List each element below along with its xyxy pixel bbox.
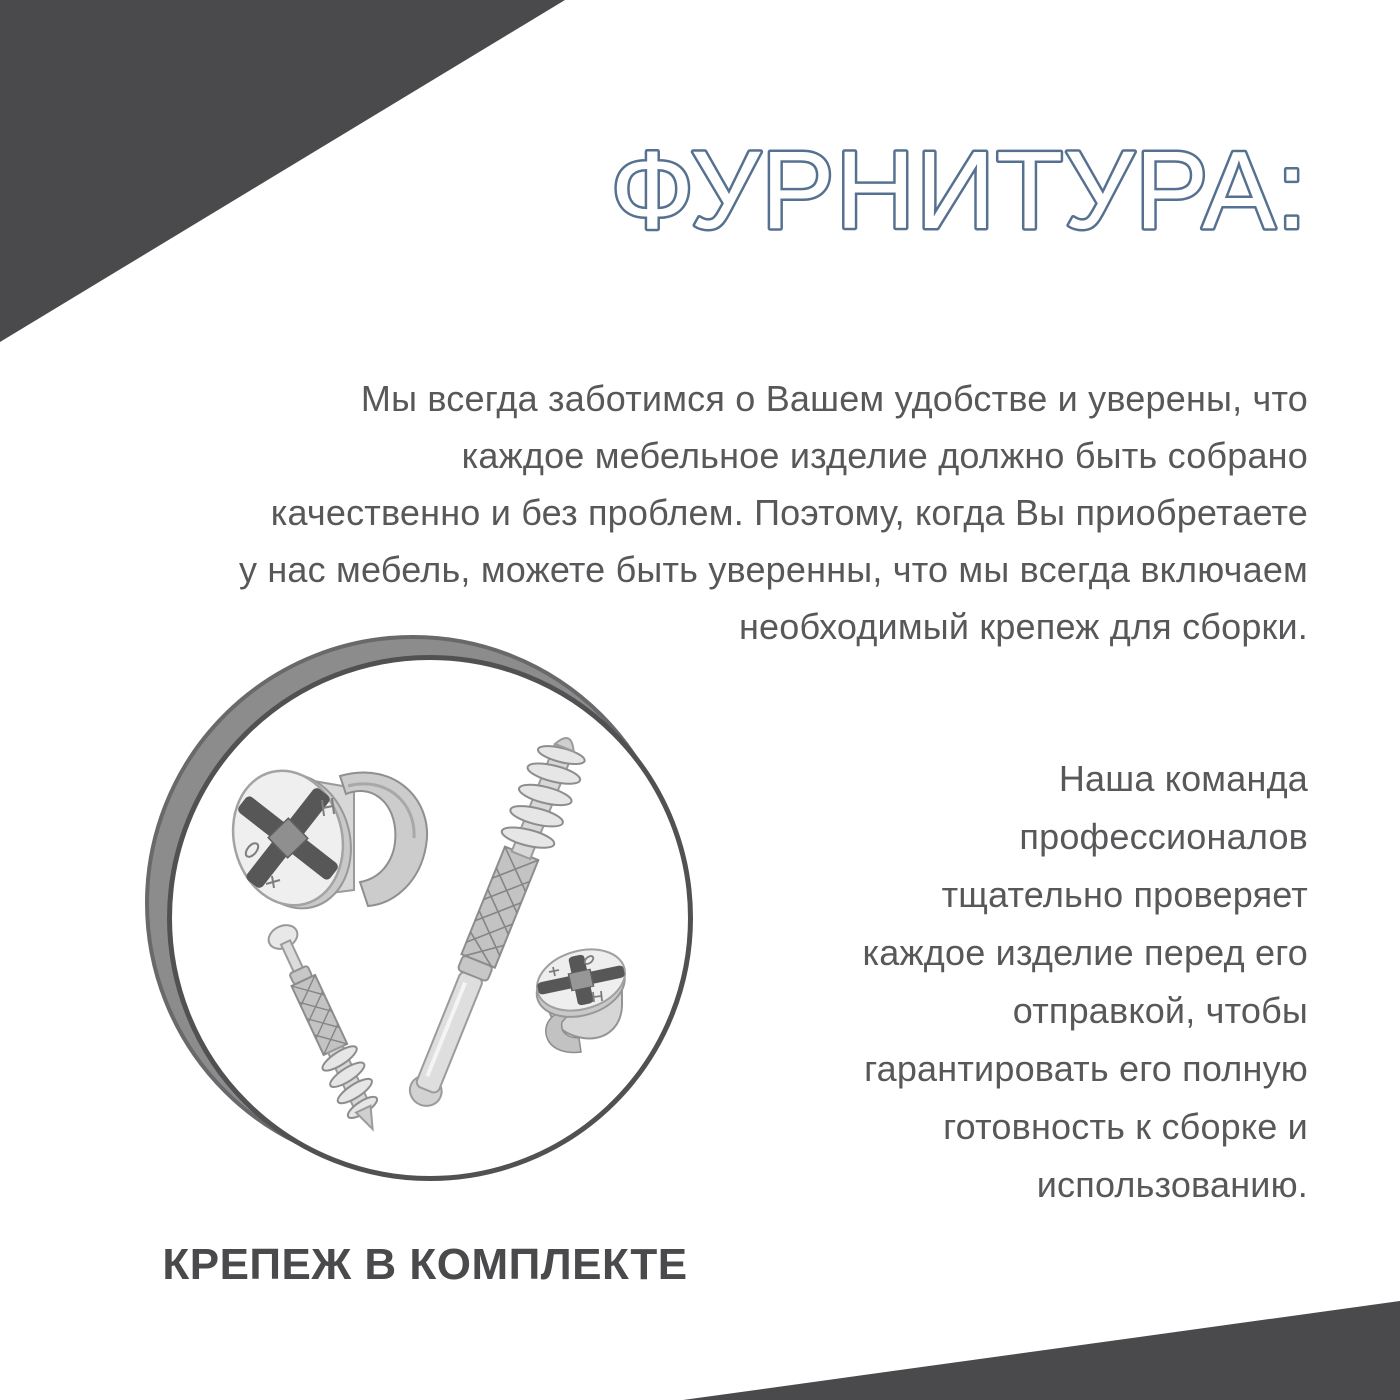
bottom-right-triangle-decoration [683, 1301, 1400, 1400]
cam-lock-small-icon [529, 940, 632, 1053]
caption: КРЕПЕЖ В КОМПЛЕКТЕ [162, 1240, 688, 1289]
page-title-svg [510, 110, 1310, 260]
hardware-photo [167, 655, 693, 1181]
page-title-wrap [510, 110, 1310, 260]
furniture-dowel-icon [260, 918, 392, 1138]
page-title: ФУРНИТУРА: [610, 129, 1308, 252]
top-left-triangle-decoration [0, 0, 565, 342]
intro-paragraph: Мы всегда заботимся о Вашем удобстве и уверены, что каждое мебельное изделие должно быть собрано качественно и без проблем. Поэтому, когда Вы приобретаете у нас мебель, можете быть уверенны, что мы всегда включаем необходимый крепеж для сборки. [238, 378, 1308, 647]
side-paragraph: Наша команда профессионалов тщательно проверяет каждое изделие перед его отправкой, чтобы гарантировать его полную готовность к сборке и использованию. [862, 758, 1308, 1205]
cam-lock-icon [207, 757, 427, 921]
hardware-illustration [172, 660, 688, 1176]
euro-screw-icon [394, 728, 594, 1115]
